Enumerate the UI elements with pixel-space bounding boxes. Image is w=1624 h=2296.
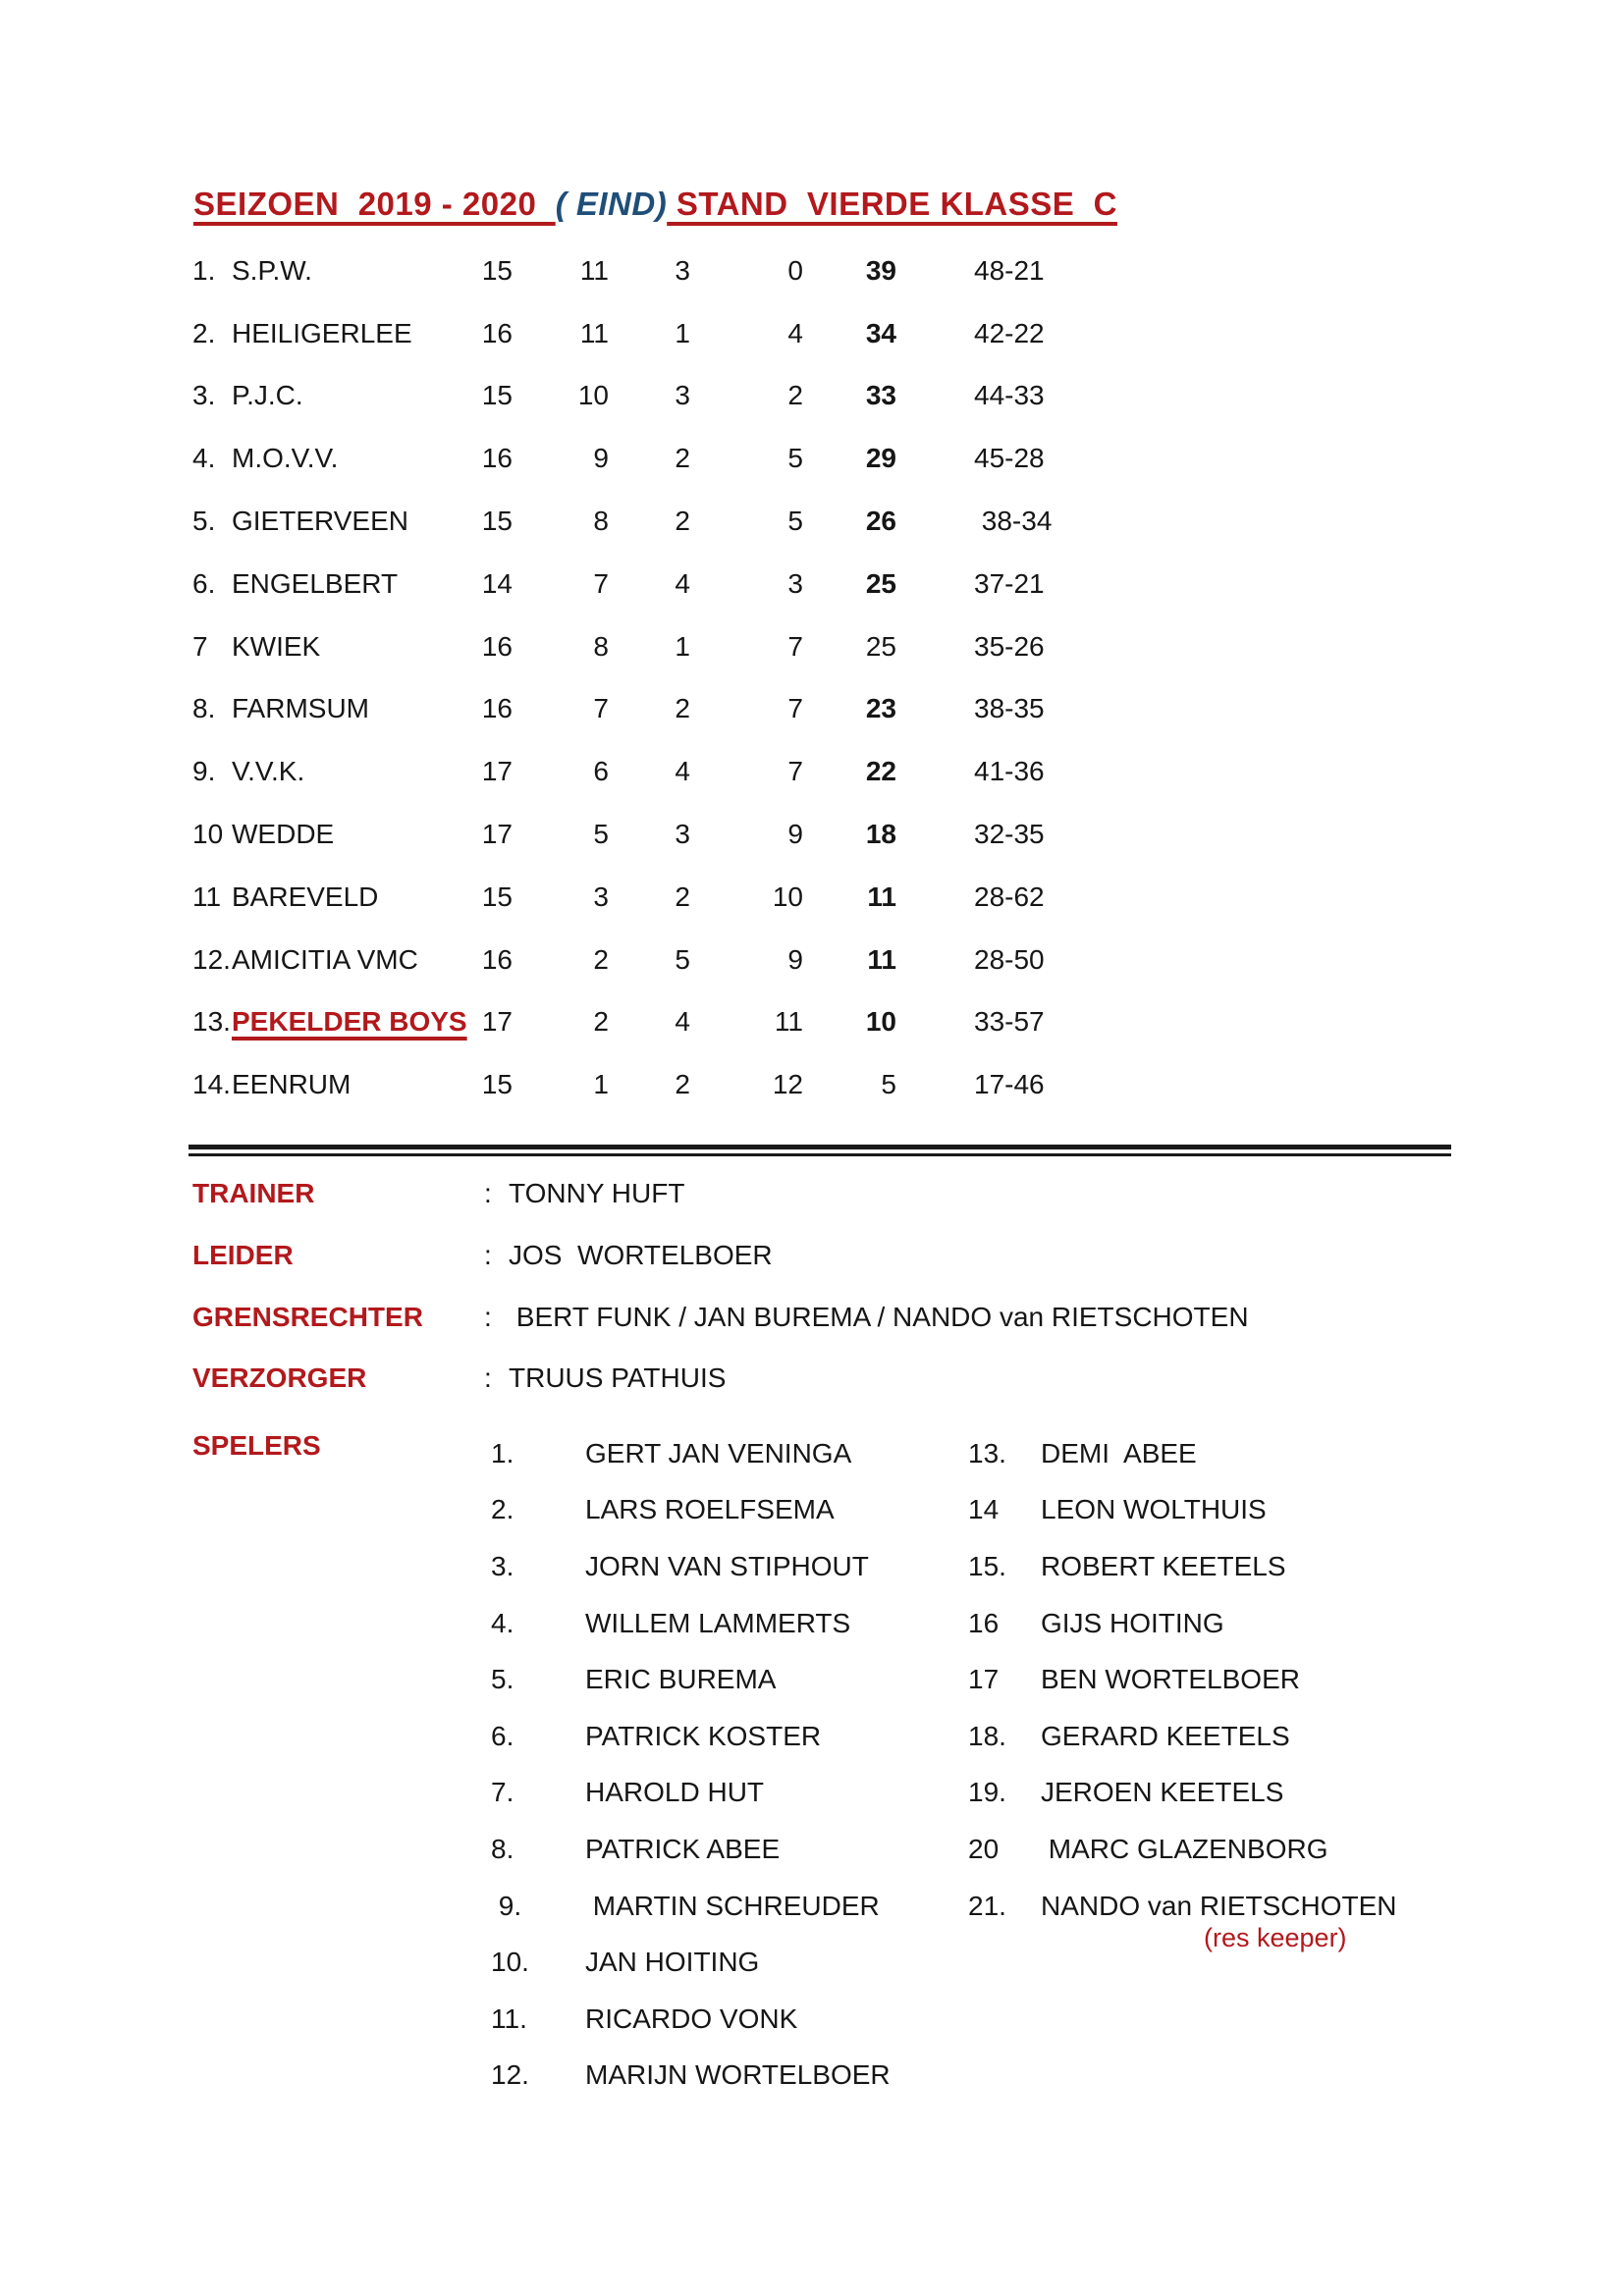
lost-cell: 3: [787, 567, 803, 599]
won-cell: 7: [593, 693, 609, 724]
player-row: [968, 1482, 1397, 1539]
player-number: 6.: [491, 1720, 514, 1751]
lost-cell: 10: [772, 881, 803, 912]
staff-row: [192, 1286, 1449, 1348]
player-row: [968, 1821, 1397, 1878]
team-cell: FARMSUM: [232, 693, 369, 724]
player-row: [491, 1878, 891, 1935]
won-cell: 7: [593, 567, 609, 599]
player-row: [491, 1708, 891, 1765]
goals-cell: 45-28: [974, 443, 1045, 474]
player-number: 8.: [491, 1833, 514, 1864]
title-stand-text: STAND VIERDE KLASSE C: [667, 186, 1117, 222]
player-name: HAROLD HUT: [585, 1777, 765, 1808]
points-cell: 11: [867, 881, 896, 912]
player-row: [491, 1651, 891, 1708]
goals-cell: 41-36: [974, 756, 1045, 787]
drawn-cell: 1: [675, 317, 690, 348]
lost-cell: 0: [787, 254, 803, 286]
played-cell: 17: [481, 819, 513, 850]
player-name: MARC GLAZENBORG: [1041, 1833, 1328, 1864]
rank-cell: 5.: [192, 506, 216, 537]
lost-cell: 12: [772, 1069, 803, 1100]
team-cell: EENRUM: [232, 1069, 352, 1100]
team-cell: HEILIGERLEE: [232, 317, 412, 348]
won-cell: 10: [577, 380, 609, 411]
played-cell: 15: [481, 506, 513, 537]
player-number: 1.: [491, 1437, 514, 1468]
played-cell: 14: [481, 567, 513, 599]
player-number: 9.: [491, 1890, 522, 1921]
player-row: [491, 1934, 891, 1991]
standings-row: [192, 365, 1449, 428]
standings-row: [192, 740, 1449, 803]
staff-colon: :: [484, 1301, 492, 1332]
rank-cell: 6.: [192, 567, 216, 599]
player-name: WILLEM LAMMERTS: [585, 1607, 851, 1638]
player-name: GERARD KEETELS: [1041, 1720, 1290, 1751]
player-name: JEROEN KEETELS: [1041, 1777, 1284, 1808]
player-name: DEMI ABEE: [1041, 1437, 1197, 1468]
staff-section: [192, 1163, 1449, 1410]
staff-value: JOS WORTELBOER: [509, 1240, 773, 1271]
rank-cell: 3.: [192, 380, 216, 411]
goals-cell: 35-26: [974, 630, 1045, 662]
player-row: [968, 1708, 1397, 1765]
staff-label: TRAINER: [192, 1178, 315, 1209]
player-name: MARIJN WORTELBOER: [585, 2059, 891, 2091]
won-cell: 3: [593, 881, 609, 912]
player-row: [491, 1595, 891, 1652]
points-cell: 39: [865, 254, 896, 286]
rank-cell: 9.: [192, 756, 216, 787]
staff-row: [192, 1163, 1449, 1225]
played-cell: 16: [481, 693, 513, 724]
standings-row: [192, 991, 1449, 1054]
player-number: 11.: [491, 2002, 527, 2034]
rank-cell: 10: [192, 819, 224, 850]
player-number: 7.: [491, 1777, 514, 1808]
points-cell: 22: [865, 756, 896, 787]
player-row: [491, 2048, 891, 2105]
player-name: GIJS HOITING: [1041, 1607, 1224, 1638]
player-row: [968, 1878, 1397, 1952]
player-row: [968, 1765, 1397, 1822]
player-name: PATRICK KOSTER: [585, 1720, 822, 1751]
standings-table: [192, 240, 1449, 1116]
played-cell: 16: [481, 443, 513, 474]
player-number: 13.: [968, 1437, 1006, 1468]
points-cell: 10: [865, 1006, 896, 1038]
goals-cell: 42-22: [974, 317, 1045, 348]
player-number: 14: [968, 1494, 1000, 1525]
lost-cell: 5: [787, 443, 803, 474]
rank-cell: 1.: [192, 254, 216, 286]
goals-cell: 44-33: [974, 380, 1045, 411]
won-cell: 11: [579, 254, 609, 286]
drawn-cell: 2: [675, 1069, 690, 1100]
player-number: 4.: [491, 1607, 514, 1638]
staff-value: BERT FUNK / JAN BUREMA / NANDO van RIETSCHOTEN: [509, 1301, 1249, 1332]
player-name: PATRICK ABEE: [585, 1833, 781, 1864]
points-cell: 5: [881, 1069, 896, 1100]
points-cell: 11: [867, 943, 896, 975]
player-row: [491, 1482, 891, 1539]
lost-cell: 4: [787, 317, 803, 348]
staff-colon: :: [484, 1240, 492, 1271]
goals-cell: 48-21: [974, 254, 1045, 286]
drawn-cell: 3: [675, 254, 690, 286]
player-number: 3.: [491, 1550, 514, 1581]
won-cell: 6: [593, 756, 609, 787]
rank-cell: 14.: [192, 1069, 231, 1100]
lost-cell: 7: [787, 630, 803, 662]
points-cell: 18: [865, 819, 896, 850]
player-row: [491, 1765, 891, 1822]
player-name: NANDO van RIETSCHOTEN: [1041, 1890, 1397, 1921]
player-row: [491, 1991, 891, 2048]
team-cell: PEKELDER BOYS: [232, 1006, 467, 1038]
drawn-cell: 1: [675, 630, 690, 662]
team-cell: M.O.V.V.: [232, 443, 339, 474]
played-cell: 16: [481, 943, 513, 975]
player-number: 12.: [491, 2059, 529, 2091]
goals-cell: 38-34: [974, 506, 1053, 537]
player-name: GERT JAN VENINGA: [585, 1437, 852, 1468]
player-number: 17: [968, 1664, 1000, 1695]
staff-row: [192, 1348, 1449, 1410]
drawn-cell: 2: [675, 506, 690, 537]
rank-cell: 7: [192, 630, 208, 662]
rank-cell: 11: [192, 881, 222, 912]
team-cell: ENGELBERT: [232, 567, 399, 599]
player-name: JORN VAN STIPHOUT: [585, 1550, 869, 1581]
played-cell: 15: [481, 1069, 513, 1100]
standings-row: [192, 240, 1449, 302]
points-cell: 23: [865, 693, 896, 724]
standings-row: [192, 427, 1449, 490]
team-cell: GIETERVEEN: [232, 506, 408, 537]
players-list-left: [491, 1425, 891, 2104]
won-cell: 2: [593, 943, 609, 975]
points-cell: 33: [865, 380, 896, 411]
player-row: [968, 1425, 1397, 1482]
drawn-cell: 4: [675, 756, 690, 787]
won-cell: 9: [593, 443, 609, 474]
points-cell: 25: [865, 630, 896, 662]
player-row: [968, 1651, 1397, 1708]
title-eind-text: ( EIND): [555, 186, 668, 222]
player-number: 2.: [491, 1494, 514, 1525]
points-cell: 29: [865, 443, 896, 474]
standings-row: [192, 490, 1449, 553]
team-cell: AMICITIA VMC: [232, 943, 418, 975]
team-cell: P.J.C.: [232, 380, 303, 411]
players-label: SPELERS: [192, 1430, 321, 1461]
goals-cell: 28-50: [974, 943, 1045, 975]
player-name: MARTIN SCHREUDER: [585, 1890, 880, 1921]
drawn-cell: 4: [675, 567, 690, 599]
player-number: 20: [968, 1833, 1000, 1864]
goals-cell: 28-62: [974, 881, 1045, 912]
player-number: 19.: [968, 1777, 1006, 1808]
drawn-cell: 4: [675, 1006, 690, 1038]
player-row: [491, 1425, 891, 1482]
standings-row: [192, 803, 1449, 866]
played-cell: 16: [481, 317, 513, 348]
drawn-cell: 2: [675, 443, 690, 474]
standings-row: [192, 929, 1449, 991]
drawn-cell: 5: [675, 943, 690, 975]
player-number: 15.: [968, 1550, 1006, 1581]
drawn-cell: 3: [675, 819, 690, 850]
player-name: ROBERT KEETELS: [1041, 1550, 1286, 1581]
lost-cell: 5: [787, 506, 803, 537]
rank-cell: 2.: [192, 317, 216, 348]
won-cell: 5: [593, 819, 609, 850]
player-number: 16: [968, 1607, 1000, 1638]
standings-row: [192, 553, 1449, 615]
player-number: 10.: [491, 1947, 529, 1978]
title-season-text: SEIZOEN 2019 - 2020: [193, 186, 556, 222]
points-cell: 26: [865, 506, 896, 537]
player-name: JAN HOITING: [585, 1947, 760, 1978]
won-cell: 2: [593, 1006, 609, 1038]
staff-colon: :: [484, 1178, 492, 1209]
lost-cell: 7: [787, 756, 803, 787]
staff-row: [192, 1225, 1449, 1287]
won-cell: 11: [579, 317, 609, 348]
players-list-right: [968, 1425, 1397, 1952]
team-cell: BAREVELD: [232, 881, 379, 912]
won-cell: 8: [593, 630, 609, 662]
player-name: BEN WORTELBOER: [1041, 1664, 1300, 1695]
player-row: [968, 1595, 1397, 1652]
staff-colon: :: [484, 1362, 492, 1394]
player-name: LEON WOLTHUIS: [1041, 1494, 1267, 1525]
staff-value: TONNY HUFT: [509, 1178, 685, 1209]
standings-row: [192, 866, 1449, 929]
player-note: (res keeper): [1204, 1922, 1347, 1952]
played-cell: 15: [481, 254, 513, 286]
won-cell: 1: [593, 1069, 609, 1100]
player-name: ERIC BUREMA: [585, 1664, 777, 1695]
player-name: LARS ROELFSEMA: [585, 1494, 835, 1525]
player-number: 18.: [968, 1720, 1006, 1751]
team-cell: S.P.W.: [232, 254, 312, 286]
separator-line: [189, 1145, 1451, 1156]
team-cell: V.V.K.: [232, 756, 305, 787]
staff-value: TRUUS PATHUIS: [509, 1362, 727, 1394]
standings-row: [192, 678, 1449, 741]
played-cell: 15: [481, 380, 513, 411]
staff-label: LEIDER: [192, 1240, 294, 1271]
team-cell: KWIEK: [232, 630, 321, 662]
staff-label: GRENSRECHTER: [192, 1301, 423, 1332]
player-row: [491, 1538, 891, 1595]
player-number: 21.: [968, 1890, 1006, 1921]
played-cell: 15: [481, 881, 513, 912]
played-cell: 17: [481, 1006, 513, 1038]
drawn-cell: 3: [675, 380, 690, 411]
points-cell: 34: [865, 317, 896, 348]
team-cell: WEDDE: [232, 819, 335, 850]
goals-cell: 32-35: [974, 819, 1045, 850]
rank-cell: 13.: [192, 1006, 231, 1038]
player-row: [968, 1538, 1397, 1595]
lost-cell: 7: [787, 693, 803, 724]
won-cell: 8: [593, 506, 609, 537]
standings-row: [192, 302, 1449, 365]
goals-cell: 17-46: [974, 1069, 1045, 1100]
standings-row: [192, 1053, 1449, 1116]
staff-label: VERZORGER: [192, 1362, 367, 1394]
page-title: [193, 186, 1117, 223]
goals-cell: 33-57: [974, 1006, 1045, 1038]
points-cell: 25: [865, 567, 896, 599]
rank-cell: 12.: [192, 943, 231, 975]
played-cell: 16: [481, 630, 513, 662]
drawn-cell: 2: [675, 881, 690, 912]
player-name: RICARDO VONK: [585, 2002, 798, 2034]
rank-cell: 8.: [192, 693, 216, 724]
rank-cell: 4.: [192, 443, 216, 474]
played-cell: 17: [481, 756, 513, 787]
standings-row: [192, 615, 1449, 678]
lost-cell: 9: [787, 943, 803, 975]
lost-cell: 11: [774, 1006, 803, 1038]
goals-cell: 38-35: [974, 693, 1045, 724]
player-number: 5.: [491, 1664, 514, 1695]
drawn-cell: 2: [675, 693, 690, 724]
goals-cell: 37-21: [974, 567, 1045, 599]
player-row: [491, 1821, 891, 1878]
lost-cell: 9: [787, 819, 803, 850]
lost-cell: 2: [787, 380, 803, 411]
